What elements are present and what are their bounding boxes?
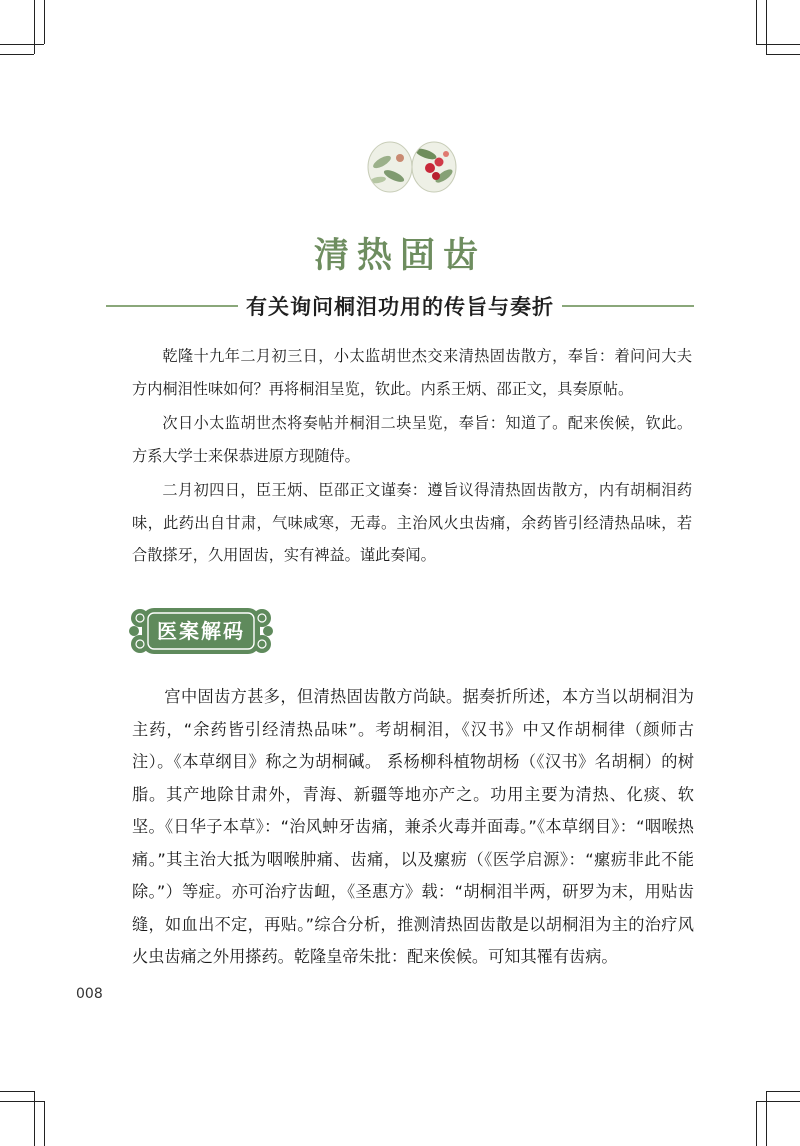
memorial-text [132,340,692,574]
page-number: 008 [76,986,103,1002]
memorial-paragraph: 二月初四日，臣王炳、臣邵正文谨奏：遵旨议得清热固齿散方，内有胡桐泪药味，此药出自甘肃，气味咸寒，无毒。主治风火虫齿痛，余药皆引经清热品味，若合散搽牙，久用固齿，实有裨益。谨此奏闻。 [132,481,692,564]
crop-mark [34,1091,35,1146]
crop-mark [766,1091,800,1092]
memorial-paragraph: 次日小太监胡世杰将奏帖并桐泪二块呈览，奉旨：知道了。配来俟候，钦此。方系大学士来保恭进原方现随侍。 [132,414,692,465]
crop-mark [766,1091,767,1146]
crop-mark [756,0,757,44]
floral-berry-ornament-icon [364,140,460,194]
crop-mark [34,0,35,54]
commentary-text [132,681,694,974]
section-badge [128,604,274,658]
crop-mark [756,44,800,45]
memorial-paragraph: 乾隆十九年二月初三日，小太监胡世杰交来清热固齿散方，奉旨：着问问大夫方内桐泪性味如何？再将桐泪呈览，钦此。内系王炳、邵正文，具奏原帖。 [132,347,692,398]
page-title: 清热固齿 [313,235,486,276]
crop-mark [0,54,34,55]
decorative-rule-right [562,305,694,307]
crop-mark [44,0,45,44]
crop-mark [0,44,44,45]
crop-mark [756,1101,800,1102]
decorative-rule-left [106,305,238,307]
crop-mark [0,1101,44,1102]
subtitle-row [106,288,694,324]
section-label: 医案解码 [157,619,245,643]
crop-mark [44,1101,45,1146]
commentary-paragraph: 宫中固齿方甚多，但清热固齿散方尚缺。据奏折所述，本方当以胡桐泪为主药，“余药皆引经清热品味”。考胡桐泪，《汉书》中又作胡桐律（颜师古注）。《本草纲目》称之为胡桐碱。 系杨柳科植物胡杨（《汉书》名胡桐）的树脂。其产地除甘肃外，青海、新疆等地亦产之。功用主要为清热、化痰、软坚。《日华子本草》：“治风蚛牙齿痛，兼杀火毒并面毒。”《本草纲目》：“咽喉热痛。”其主治大抵为咽喉肿痛、齿痛，以及瘰疬（《医学启源》：“瘰疬非此不能除。”）等症。亦可治疗齿衄，《圣惠方》载：“胡桐泪半两，研罗为末，用贴齿缝，如血出不定，再贴。”综合分析，推测清热固齿散是以胡桐泪为主的治疗风火虫齿痛之外用搽药。乾隆皇帝朱批：配来俟候。可知其罹有齿病。 [132,687,694,966]
crop-mark [766,54,800,55]
crop-mark [756,1101,757,1146]
crop-mark [766,0,767,54]
subtitle: 有关询问桐泪功用的传旨与奏折 [246,294,554,319]
crop-mark [0,1091,34,1092]
